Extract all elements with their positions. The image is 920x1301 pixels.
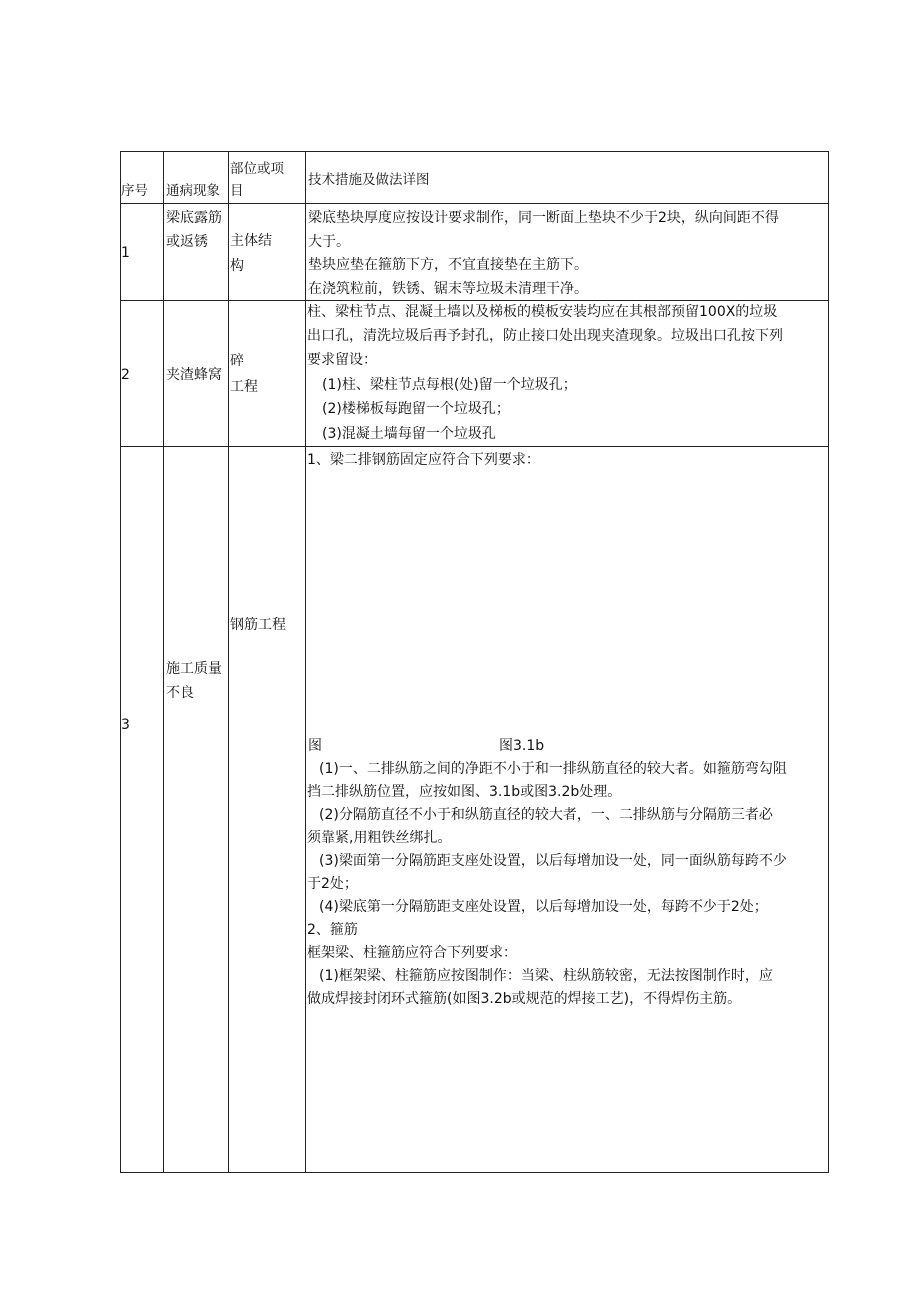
row1-line-1: 梁底垫块厚度应按设计要求制作，同一断面上垫块不少于2块，纵向间距不得 bbox=[308, 210, 779, 226]
header-part-line1: 部位或项 bbox=[230, 161, 284, 177]
row2-defect: 夹渣蜂窝 bbox=[166, 367, 222, 383]
row1-defect-line2: 或返锈 bbox=[166, 234, 208, 250]
row3-seq: 3 bbox=[121, 717, 130, 733]
row3-line-10: (1)框架梁、柱箍筋应按图制作：当梁、柱纵筋较密，无法按图制作时，应 bbox=[319, 968, 773, 984]
header-seq: 序号 bbox=[121, 183, 148, 199]
row3-figure-label: 图 bbox=[308, 738, 322, 754]
row2-part-line1: 碎 bbox=[230, 353, 244, 369]
row3-line-1: (1)一、二排纵筋之间的净距不小于和一排纵筋直径的较大者。如箍筋弯勾阻 bbox=[319, 761, 787, 777]
row1-part-line2: 构 bbox=[230, 258, 244, 274]
table-border-left bbox=[120, 151, 121, 1173]
row3-line-4: 须靠紧,用粗铁丝绑扎。 bbox=[307, 830, 452, 846]
row2-line-5: (2)楼梯板每跑留一个垃圾孔； bbox=[322, 401, 510, 417]
row3-figure-area bbox=[306, 477, 826, 727]
row3-line-2: 挡二排纵筋位置，应按如图、3.1b或图3.2b处理。 bbox=[307, 784, 622, 800]
row3-figure-caption: 图3.1b bbox=[499, 738, 545, 754]
header-measures: 技术措施及做法详图 bbox=[308, 172, 430, 188]
header-defect: 通病现象 bbox=[166, 183, 220, 199]
table-border-top bbox=[120, 151, 829, 152]
row3-line-6: 于2处； bbox=[307, 876, 358, 892]
row3-line-9: 框架梁、柱箍筋应符合下列要求： bbox=[307, 945, 517, 961]
row3-body bbox=[306, 760, 828, 1013]
row1-line-3: 垫块应垫在箍筋下方，不宜直接垫在主筋下。 bbox=[308, 257, 588, 273]
row2-measures-cell bbox=[306, 301, 828, 446]
header-part-line2: 目 bbox=[230, 183, 244, 199]
row2-line-6: (3)混凝土墙每留一个垃圾孔 bbox=[322, 426, 496, 442]
row1-part-line1: 主体结 bbox=[230, 233, 272, 249]
row3-measures-cell bbox=[306, 447, 828, 1172]
row2-line-3: 要求留设： bbox=[307, 352, 377, 368]
row2-part-line2: 工程 bbox=[230, 379, 258, 395]
row3-line-3: (2)分隔筋直径不小于和纵筋直径的较大者，一、二排纵筋与分隔筋三者必 bbox=[319, 807, 773, 823]
row2-line-1: 柱、梁柱节点、混凝土墙以及梯板的模板安装均应在其根部预留100X的垃圾 bbox=[307, 304, 778, 320]
row1-defect-line1: 梁底露筋 bbox=[166, 210, 222, 226]
row1-line-4: 在浇筑粒前，铁锈、锯末等垃圾未清理干净。 bbox=[308, 281, 588, 297]
row3-part: 钢筋工程 bbox=[230, 617, 286, 633]
row2-seq: 2 bbox=[121, 367, 130, 383]
row1-line-2: 大于。 bbox=[308, 234, 350, 250]
column-divider-2 bbox=[228, 151, 229, 1173]
table-border-bottom bbox=[120, 1172, 829, 1173]
row3-intro: 1、梁二排钢筋固定应符合下列要求： bbox=[307, 452, 540, 468]
row2-line-2: 出口孔，清洗垃圾后再予封孔，防止接口处出现夹渣现象。垃圾出口孔按下列 bbox=[307, 328, 783, 344]
row3-defect-line1: 施工质量 bbox=[166, 661, 222, 677]
table-border-right bbox=[828, 151, 829, 1173]
row3-line-11: 做成焊接封闭环式箍筋(如图3.2b或规范的焊接工艺)，不得焊伤主筋。 bbox=[307, 991, 742, 1007]
row1-seq: 1 bbox=[121, 245, 130, 261]
row2-line-4: (1)柱、梁柱节点每根(处)留一个垃圾孔； bbox=[322, 377, 577, 393]
row3-defect-line2: 不良 bbox=[166, 685, 194, 701]
row1-measures-cell bbox=[306, 204, 828, 300]
row3-line-7: (4)梁底第一分隔筋距支座处设置，以后每增加设一处，每跨不少于2处； bbox=[319, 899, 768, 915]
row3-line-8: 2、箍筋 bbox=[307, 922, 358, 938]
row3-line-5: (3)梁面第一分隔筋距支座处设置，以后每增加设一处，同一面纵筋每跨不少 bbox=[319, 853, 787, 869]
column-divider-1 bbox=[163, 151, 164, 1173]
